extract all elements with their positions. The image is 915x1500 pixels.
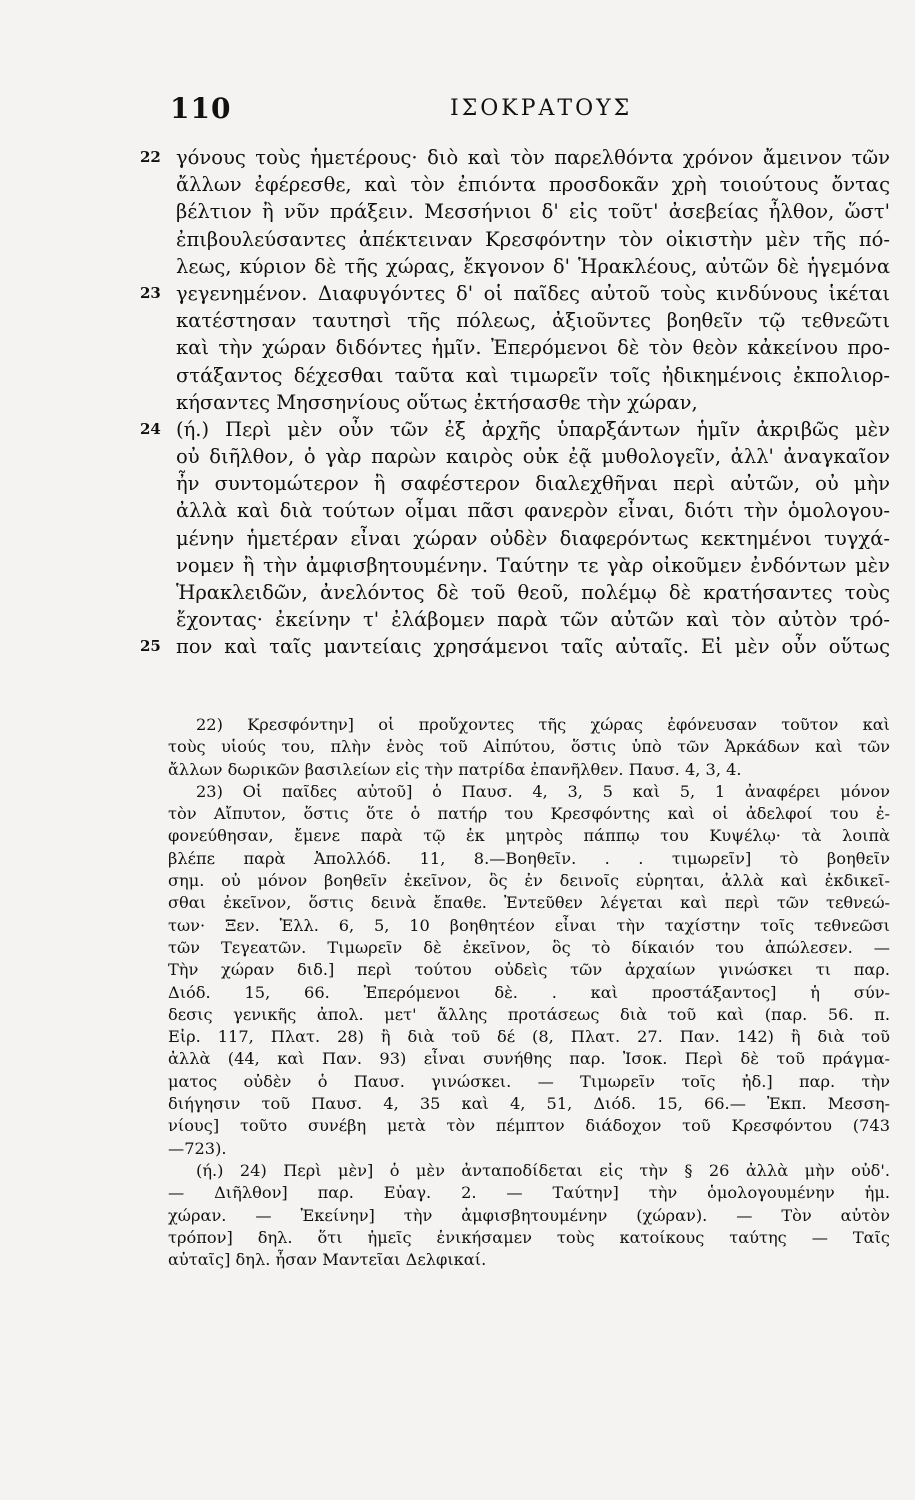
- line-text: ἐπιβουλεύσαντες ἀπέκτειναν Κρεσφόντην τὸν οἰκιστὴν μὲν τῆς πό-: [176, 227, 890, 251]
- line-text: νομεν ἢ τὴν ἀμφισβητουμένην. Ταύτην τε γὰρ οἰκοῦμεν ἐνδόντων μὲν: [176, 553, 890, 577]
- main-text-line: [140, 552, 890, 579]
- section-number: 24: [140, 419, 161, 438]
- line-text: καὶ τὴν χώραν διδόντες ἡμῖν. Ἐπερόμενοι δὲ τὸν θεὸν κἀκείνου προ-: [176, 336, 890, 360]
- line-text: ἀλλὰ καὶ διὰ τούτων οἶμαι πᾶσι φανερὸν εἶναι, διότι τὴν ὁμολογου-: [176, 499, 890, 523]
- main-text-line: [140, 633, 890, 660]
- footnotes-block: [168, 714, 890, 1271]
- line-text: κήσαντες Μησσηνίους οὕτως ἐκτήσασθε τὴν χώραν,: [176, 390, 698, 414]
- footnote-line: Διόδ. 15, 66. Ἐπερόμενοι δὲ. . καὶ προστάξαντος] ἡ σύν-: [168, 982, 890, 1002]
- main-text-line: [140, 525, 890, 552]
- line-text: ἦν συντομώτερον ἢ σαφέστερον διαλεχθῆναι περὶ αὐτῶν, οὐ μὴν: [176, 472, 890, 496]
- line-text: οὐ διῆλθον, ὁ γὰρ παρὼν καιρὸς οὐκ ἐᾷ μυθολογεῖν, ἀλλ' ἀναγκαῖον: [176, 445, 890, 469]
- footnote-line: νίους] τοῦτο συνέβη μετὰ τὸν πέμπτον διάδοχον τοῦ Κρεσφόντου (743: [168, 1116, 890, 1136]
- footnote-line: φονεύθησαν, ἔμενε παρὰ τῷ ἐκ μητρὸς πάππῳ του Κυψέλῳ· τὰ λοιπὰ: [168, 826, 890, 846]
- line-text: στάξαντος δέχεσθαι ταῦτα καὶ τιμωρεῖν τοῖς ἠδικημένοις ἐκπολιορ-: [176, 363, 890, 387]
- footnote-line: (ή.) 24) Περὶ μὲν] ὁ μὲν ἀνταποδίδεται εἰς τὴν § 26 ἀλλὰ μὴν οὐδ'.: [196, 1160, 890, 1180]
- footnote-line: Τὴν χώραν διδ.] περὶ τούτου οὐδεὶς τῶν ἀρχαίων γινώσκει τι παρ.: [168, 960, 890, 980]
- line-text: πον καὶ ταῖς μαντείαις χρησάμενοι ταῖς αὐταῖς. Εἰ μὲν οὖν οὕτως: [176, 635, 890, 659]
- section-number: 25: [140, 637, 161, 656]
- main-text-line: [140, 198, 890, 225]
- footnote-line: —723).: [168, 1138, 227, 1158]
- footnote-line: δεσις γενικῆς ἀπολ. μετ' ἄλλης προτάσεως διὰ τοῦ καὶ (παρ. 56. π.: [168, 1004, 890, 1024]
- main-text-line: [140, 144, 890, 171]
- footnote-line: Εἰρ. 117, Πλατ. 28) ἢ διὰ τοῦ δέ (8, Πλατ. 27. Παν. 142) ἢ διὰ τοῦ: [168, 1027, 890, 1047]
- main-text-line: [140, 171, 890, 198]
- main-text-line: [140, 470, 890, 497]
- main-text-line: [140, 280, 890, 307]
- footnote-line: τρόπον] δηλ. ὅτι ἡμεῖς ἐνικήσαμεν τοὺς κατοίκους ταύτης — Ταῖς: [168, 1227, 890, 1247]
- footnote-line: — Διῆλθον] παρ. Εὐαγ. 2. — Ταύτην] τὴν ὁμολογουμένην ἡμ.: [168, 1183, 890, 1203]
- footnote-line: χώραν. — Ἐκείνην] τὴν ἀμφισβητουμένην (χώραν). — Τὸν αὐτὸν: [168, 1205, 890, 1225]
- line-text: μένην ἡμετέραν εἶναι χώραν οὐδὲν διαφερόντως κεκτημένοι τυγχά-: [176, 526, 890, 550]
- main-text-line: [140, 606, 890, 633]
- line-text: ἔχοντας· ἐκείνην τ' ἐλάβομεν παρὰ τῶν αὐτῶν καὶ τὸν αὐτὸν τρό-: [176, 608, 890, 632]
- footnote-line: 22) Κρεσφόντην] οἱ προὔχοντες τῆς χώρας ἐφόνευσαν τοῦτον καὶ: [196, 715, 890, 734]
- line-text: κατέστησαν ταυτησὶ τῆς πόλεως, ἀξιοῦντες βοηθεῖν τῷ τεθνεῶτι: [176, 309, 890, 333]
- line-text: (ή.) Περὶ μὲν οὖν τῶν ἐξ ἀρχῆς ὑπαρξάντων ἡμῖν ἀκριβῶς μὲν: [176, 417, 890, 441]
- footnote-line: ἄλλων δωρικῶν βασιλείων εἰς τὴν πατρίδα ἐπανῆλθεν. Παυσ. 4, 3, 4.: [168, 759, 742, 779]
- line-text: γόνους τοὺς ἡμετέρους· διὸ καὶ τὸν παρελθόντα χρόνον ἄμεινον τῶν: [176, 146, 890, 169]
- line-text: ἄλλων ἐφέρεσθε, καὶ τὸν ἐπιόντα προσδοκᾶν χρὴ τοιούτους ὄντας: [176, 173, 890, 197]
- main-text-line: [140, 253, 890, 280]
- main-text-line: [140, 389, 890, 416]
- line-text: λεως, κύριον δὲ τῆς χώρας, ἔκγονον δ' Ἡρακλέους, αὐτῶν δὲ ἡγεμόνα: [176, 254, 890, 278]
- footnote-line: των· Ξεν. Ἑλλ. 6, 5, 10 βοηθητέον εἶναι τὴν ταχίστην τοῖς τεθνεῶσι: [168, 915, 890, 935]
- page-header: [170, 92, 890, 128]
- main-text-line: [140, 334, 890, 361]
- page-number: 110: [170, 92, 232, 125]
- main-text-line: [140, 226, 890, 253]
- section-number: 23: [140, 283, 161, 302]
- main-text-line: [140, 362, 890, 389]
- section-number: 22: [140, 148, 161, 166]
- line-text: Ἡρακλειδῶν, ἀνελόντος δὲ τοῦ θεοῦ, πολέμῳ δὲ κρατήσαντες τοὺς: [176, 581, 890, 604]
- main-text-line: [140, 307, 890, 334]
- main-text-line: [140, 416, 890, 443]
- footnote-line: τὸν Αἴπυτον, ὅστις ὅτε ὁ πατήρ του Κρεσφόντης καὶ οἱ ἀδελφοί του ἐ-: [168, 804, 890, 824]
- main-text-line: [140, 443, 890, 470]
- footnote-line: τῶν Τεγεατῶν. Τιμωρεῖν δὲ ἐκεῖνον, ὃς τὸ δίκαιόν του ἀπώλεσεν. —: [168, 937, 890, 957]
- footnote-line: αὐταῖς] δηλ. ἦσαν Μαντεῖαι Δελφικαί.: [168, 1250, 487, 1270]
- line-text: γεγενημένον. Διαφυγόντες δ' οἱ παῖδες αὐτοῦ τοὺς κινδύνους ἱκέται: [176, 281, 890, 305]
- footnote-line: ἀλλὰ (44, καὶ Παν. 93) εἶναι συνήθης παρ. Ἰσοκ. Περὶ δὲ τοῦ πράγμα-: [168, 1049, 890, 1069]
- footnote-line: σθαι ἐκεῖνον, ὅστις δεινὰ ἔπαθε. Ἐντεῦθεν λέγεται καὶ περὶ τῶν τεθνεώ-: [168, 893, 890, 913]
- line-text: βέλτιον ἢ νῦν πράξειν. Μεσσήνιοι δ' εἰς τοῦτ' ἀσεβείας ἦλθον, ὥστ': [176, 200, 890, 224]
- footnote-line: διήγησιν τοῦ Παυσ. 4, 35 καὶ 4, 51, Διόδ. 15, 66.— Ἐκπ. Μεσση-: [168, 1094, 890, 1114]
- footnote-line: βλέπε παρὰ Ἀπολλόδ. 11, 8.—Βοηθεῖν. . . τιμωρεῖν] τὸ βοηθεῖν: [168, 848, 890, 868]
- footnote-line: 23) Οἱ παῖδες αὐτοῦ] ὁ Παυσ. 4, 3, 5 καὶ 5, 1 ἀναφέρει μόνον: [196, 781, 890, 801]
- footnote-line: σημ. οὐ μόνον βοηθεῖν ἐκεῖνον, ὃς ἐν δεινοῖς εὑρηται, ἀλλὰ καὶ ἐκδικεῖ-: [168, 871, 890, 891]
- running-head: ΙΣΟΚΡΑΤΟΥΣ: [450, 96, 633, 121]
- main-text-block: [140, 144, 890, 661]
- footnote-line: ματος οὐδὲν ὁ Παυσ. γινώσκει. — Τιμωρεῖν τοῖς ἠδ.] παρ. τὴν: [168, 1071, 890, 1091]
- main-text-line: [140, 579, 890, 606]
- main-text-line: [140, 497, 890, 524]
- footnote-line: τοὺς υἱούς του, πλὴν ἑνὸς τοῦ Αἰπύτου, ὅστις ὑπὸ τῶν Ἀρκάδων καὶ τῶν: [168, 737, 890, 757]
